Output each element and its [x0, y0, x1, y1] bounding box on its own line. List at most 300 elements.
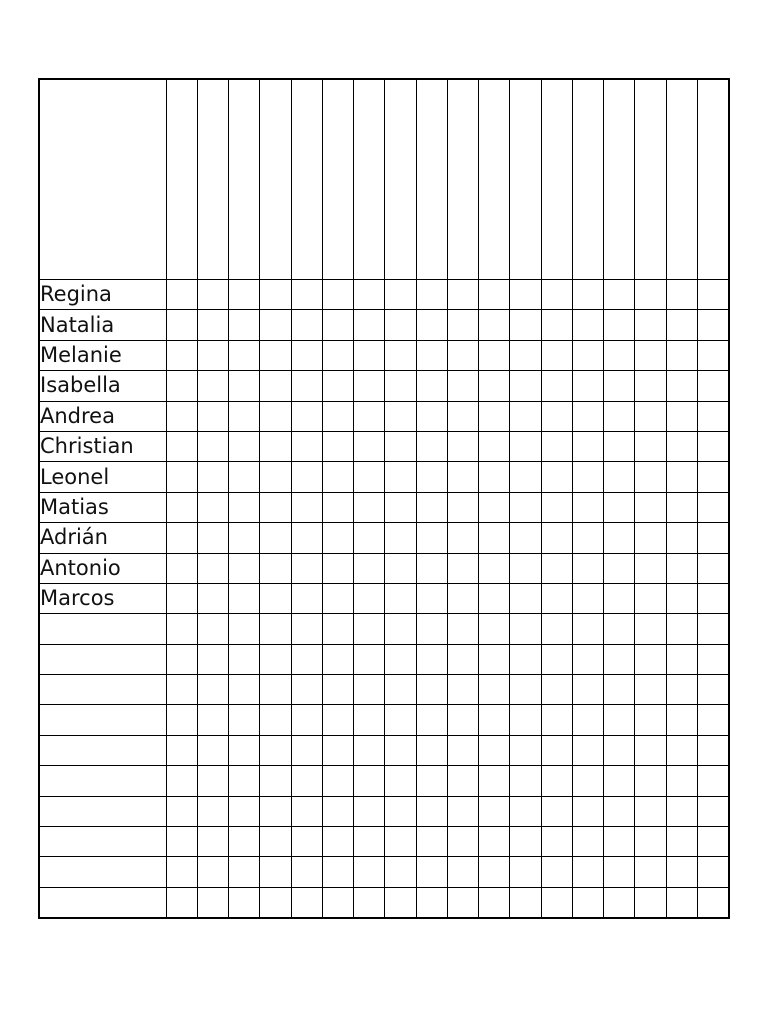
student-name-cell[interactable]	[39, 857, 166, 887]
header-column-cell[interactable]	[354, 79, 385, 280]
mark-cell[interactable]	[479, 553, 510, 583]
mark-cell[interactable]	[604, 310, 635, 340]
mark-cell[interactable]	[479, 705, 510, 735]
mark-cell[interactable]	[447, 644, 478, 674]
mark-cell[interactable]	[229, 857, 260, 887]
mark-cell[interactable]	[541, 431, 572, 461]
mark-cell[interactable]	[166, 766, 197, 796]
mark-cell[interactable]	[635, 310, 666, 340]
mark-cell[interactable]	[166, 827, 197, 857]
mark-cell[interactable]	[635, 523, 666, 553]
mark-cell[interactable]	[541, 401, 572, 431]
mark-cell[interactable]	[572, 644, 603, 674]
mark-cell[interactable]	[510, 523, 541, 553]
mark-cell[interactable]	[197, 614, 228, 644]
student-name-cell[interactable]	[39, 735, 166, 765]
mark-cell[interactable]	[635, 735, 666, 765]
mark-cell[interactable]	[572, 553, 603, 583]
mark-cell[interactable]	[197, 431, 228, 461]
mark-cell[interactable]	[635, 705, 666, 735]
mark-cell[interactable]	[354, 310, 385, 340]
header-column-cell[interactable]	[666, 79, 697, 280]
header-column-cell[interactable]	[166, 79, 197, 280]
mark-cell[interactable]	[322, 492, 353, 522]
mark-cell[interactable]	[479, 827, 510, 857]
mark-cell[interactable]	[291, 857, 322, 887]
mark-cell[interactable]	[447, 280, 478, 310]
mark-cell[interactable]	[229, 523, 260, 553]
mark-cell[interactable]	[229, 401, 260, 431]
mark-cell[interactable]	[385, 735, 416, 765]
mark-cell[interactable]	[479, 340, 510, 370]
mark-cell[interactable]	[572, 583, 603, 613]
mark-cell[interactable]	[260, 705, 291, 735]
student-name-cell[interactable]	[39, 796, 166, 826]
mark-cell[interactable]	[416, 431, 447, 461]
mark-cell[interactable]	[197, 644, 228, 674]
mark-cell[interactable]	[572, 887, 603, 918]
mark-cell[interactable]	[354, 705, 385, 735]
mark-cell[interactable]	[166, 401, 197, 431]
mark-cell[interactable]	[322, 280, 353, 310]
mark-cell[interactable]	[510, 583, 541, 613]
mark-cell[interactable]	[416, 371, 447, 401]
mark-cell[interactable]	[541, 462, 572, 492]
mark-cell[interactable]	[197, 280, 228, 310]
mark-cell[interactable]	[291, 735, 322, 765]
mark-cell[interactable]	[291, 796, 322, 826]
mark-cell[interactable]	[385, 310, 416, 340]
mark-cell[interactable]	[572, 371, 603, 401]
mark-cell[interactable]	[541, 735, 572, 765]
mark-cell[interactable]	[541, 583, 572, 613]
mark-cell[interactable]	[322, 766, 353, 796]
mark-cell[interactable]	[510, 462, 541, 492]
mark-cell[interactable]	[416, 523, 447, 553]
mark-cell[interactable]	[635, 766, 666, 796]
mark-cell[interactable]	[197, 583, 228, 613]
mark-cell[interactable]	[322, 796, 353, 826]
mark-cell[interactable]	[604, 796, 635, 826]
mark-cell[interactable]	[666, 735, 697, 765]
mark-cell[interactable]	[291, 614, 322, 644]
mark-cell[interactable]	[510, 614, 541, 644]
mark-cell[interactable]	[229, 766, 260, 796]
mark-cell[interactable]	[322, 431, 353, 461]
mark-cell[interactable]	[447, 675, 478, 705]
mark-cell[interactable]	[666, 583, 697, 613]
mark-cell[interactable]	[541, 492, 572, 522]
mark-cell[interactable]	[416, 644, 447, 674]
mark-cell[interactable]	[698, 462, 729, 492]
header-column-cell[interactable]	[260, 79, 291, 280]
student-name-cell[interactable]: Andrea	[39, 401, 166, 431]
mark-cell[interactable]	[197, 827, 228, 857]
mark-cell[interactable]	[604, 827, 635, 857]
mark-cell[interactable]	[416, 310, 447, 340]
mark-cell[interactable]	[447, 523, 478, 553]
mark-cell[interactable]	[416, 401, 447, 431]
header-column-cell[interactable]	[322, 79, 353, 280]
mark-cell[interactable]	[510, 310, 541, 340]
mark-cell[interactable]	[260, 431, 291, 461]
mark-cell[interactable]	[229, 705, 260, 735]
mark-cell[interactable]	[166, 523, 197, 553]
header-column-cell[interactable]	[479, 79, 510, 280]
mark-cell[interactable]	[479, 644, 510, 674]
mark-cell[interactable]	[479, 887, 510, 918]
mark-cell[interactable]	[572, 705, 603, 735]
mark-cell[interactable]	[666, 462, 697, 492]
student-name-cell[interactable]	[39, 827, 166, 857]
mark-cell[interactable]	[635, 431, 666, 461]
mark-cell[interactable]	[447, 340, 478, 370]
mark-cell[interactable]	[510, 371, 541, 401]
mark-cell[interactable]	[229, 431, 260, 461]
mark-cell[interactable]	[510, 766, 541, 796]
mark-cell[interactable]	[698, 553, 729, 583]
mark-cell[interactable]	[354, 401, 385, 431]
mark-cell[interactable]	[229, 553, 260, 583]
header-name-cell[interactable]	[39, 79, 166, 280]
mark-cell[interactable]	[447, 371, 478, 401]
mark-cell[interactable]	[291, 371, 322, 401]
mark-cell[interactable]	[166, 857, 197, 887]
mark-cell[interactable]	[197, 371, 228, 401]
mark-cell[interactable]	[354, 553, 385, 583]
mark-cell[interactable]	[698, 523, 729, 553]
mark-cell[interactable]	[572, 462, 603, 492]
mark-cell[interactable]	[447, 492, 478, 522]
header-column-cell[interactable]	[229, 79, 260, 280]
mark-cell[interactable]	[197, 462, 228, 492]
mark-cell[interactable]	[229, 827, 260, 857]
mark-cell[interactable]	[385, 766, 416, 796]
mark-cell[interactable]	[479, 401, 510, 431]
mark-cell[interactable]	[322, 735, 353, 765]
header-column-cell[interactable]	[197, 79, 228, 280]
mark-cell[interactable]	[572, 766, 603, 796]
mark-cell[interactable]	[510, 857, 541, 887]
mark-cell[interactable]	[416, 614, 447, 644]
mark-cell[interactable]	[322, 401, 353, 431]
mark-cell[interactable]	[385, 614, 416, 644]
mark-cell[interactable]	[447, 887, 478, 918]
mark-cell[interactable]	[479, 583, 510, 613]
header-column-cell[interactable]	[635, 79, 666, 280]
mark-cell[interactable]	[229, 340, 260, 370]
mark-cell[interactable]	[354, 887, 385, 918]
mark-cell[interactable]	[698, 796, 729, 826]
mark-cell[interactable]	[322, 705, 353, 735]
mark-cell[interactable]	[666, 796, 697, 826]
mark-cell[interactable]	[572, 431, 603, 461]
mark-cell[interactable]	[479, 614, 510, 644]
mark-cell[interactable]	[510, 827, 541, 857]
mark-cell[interactable]	[354, 371, 385, 401]
header-column-cell[interactable]	[698, 79, 729, 280]
mark-cell[interactable]	[416, 583, 447, 613]
mark-cell[interactable]	[166, 705, 197, 735]
mark-cell[interactable]	[698, 492, 729, 522]
mark-cell[interactable]	[385, 401, 416, 431]
mark-cell[interactable]	[291, 887, 322, 918]
mark-cell[interactable]	[604, 705, 635, 735]
mark-cell[interactable]	[322, 887, 353, 918]
mark-cell[interactable]	[229, 371, 260, 401]
mark-cell[interactable]	[260, 827, 291, 857]
mark-cell[interactable]	[385, 887, 416, 918]
mark-cell[interactable]	[197, 887, 228, 918]
mark-cell[interactable]	[354, 766, 385, 796]
mark-cell[interactable]	[260, 401, 291, 431]
mark-cell[interactable]	[166, 675, 197, 705]
mark-cell[interactable]	[385, 340, 416, 370]
mark-cell[interactable]	[510, 644, 541, 674]
mark-cell[interactable]	[479, 310, 510, 340]
mark-cell[interactable]	[197, 796, 228, 826]
mark-cell[interactable]	[541, 371, 572, 401]
mark-cell[interactable]	[698, 280, 729, 310]
mark-cell[interactable]	[572, 492, 603, 522]
mark-cell[interactable]	[541, 644, 572, 674]
mark-cell[interactable]	[604, 280, 635, 310]
mark-cell[interactable]	[447, 431, 478, 461]
mark-cell[interactable]	[604, 340, 635, 370]
mark-cell[interactable]	[510, 401, 541, 431]
mark-cell[interactable]	[322, 371, 353, 401]
mark-cell[interactable]	[166, 280, 197, 310]
mark-cell[interactable]	[604, 523, 635, 553]
mark-cell[interactable]	[291, 431, 322, 461]
mark-cell[interactable]	[416, 857, 447, 887]
mark-cell[interactable]	[291, 583, 322, 613]
mark-cell[interactable]	[572, 340, 603, 370]
mark-cell[interactable]	[604, 553, 635, 583]
mark-cell[interactable]	[447, 614, 478, 644]
mark-cell[interactable]	[260, 280, 291, 310]
mark-cell[interactable]	[510, 431, 541, 461]
mark-cell[interactable]	[291, 523, 322, 553]
mark-cell[interactable]	[541, 857, 572, 887]
mark-cell[interactable]	[229, 644, 260, 674]
mark-cell[interactable]	[166, 462, 197, 492]
mark-cell[interactable]	[229, 280, 260, 310]
mark-cell[interactable]	[698, 705, 729, 735]
mark-cell[interactable]	[197, 766, 228, 796]
mark-cell[interactable]	[416, 492, 447, 522]
mark-cell[interactable]	[322, 523, 353, 553]
mark-cell[interactable]	[604, 583, 635, 613]
mark-cell[interactable]	[479, 462, 510, 492]
mark-cell[interactable]	[666, 614, 697, 644]
mark-cell[interactable]	[447, 766, 478, 796]
mark-cell[interactable]	[666, 492, 697, 522]
mark-cell[interactable]	[291, 401, 322, 431]
mark-cell[interactable]	[572, 857, 603, 887]
student-name-cell[interactable]: Regina	[39, 280, 166, 310]
mark-cell[interactable]	[635, 857, 666, 887]
mark-cell[interactable]	[291, 705, 322, 735]
mark-cell[interactable]	[197, 492, 228, 522]
mark-cell[interactable]	[291, 675, 322, 705]
mark-cell[interactable]	[572, 401, 603, 431]
mark-cell[interactable]	[698, 887, 729, 918]
mark-cell[interactable]	[447, 310, 478, 340]
mark-cell[interactable]	[166, 310, 197, 340]
mark-cell[interactable]	[166, 614, 197, 644]
mark-cell[interactable]	[291, 492, 322, 522]
mark-cell[interactable]	[666, 340, 697, 370]
mark-cell[interactable]	[541, 827, 572, 857]
mark-cell[interactable]	[604, 675, 635, 705]
mark-cell[interactable]	[698, 401, 729, 431]
mark-cell[interactable]	[479, 675, 510, 705]
mark-cell[interactable]	[260, 735, 291, 765]
header-column-cell[interactable]	[447, 79, 478, 280]
mark-cell[interactable]	[635, 371, 666, 401]
mark-cell[interactable]	[291, 310, 322, 340]
mark-cell[interactable]	[698, 735, 729, 765]
mark-cell[interactable]	[572, 796, 603, 826]
header-column-cell[interactable]	[541, 79, 572, 280]
mark-cell[interactable]	[166, 553, 197, 583]
mark-cell[interactable]	[229, 492, 260, 522]
mark-cell[interactable]	[416, 462, 447, 492]
mark-cell[interactable]	[635, 462, 666, 492]
mark-cell[interactable]	[322, 675, 353, 705]
mark-cell[interactable]	[354, 644, 385, 674]
mark-cell[interactable]	[666, 523, 697, 553]
mark-cell[interactable]	[385, 857, 416, 887]
mark-cell[interactable]	[541, 280, 572, 310]
mark-cell[interactable]	[354, 614, 385, 644]
mark-cell[interactable]	[260, 310, 291, 340]
mark-cell[interactable]	[229, 735, 260, 765]
mark-cell[interactable]	[260, 340, 291, 370]
mark-cell[interactable]	[260, 583, 291, 613]
mark-cell[interactable]	[416, 735, 447, 765]
mark-cell[interactable]	[572, 523, 603, 553]
mark-cell[interactable]	[260, 644, 291, 674]
mark-cell[interactable]	[354, 796, 385, 826]
mark-cell[interactable]	[479, 280, 510, 310]
mark-cell[interactable]	[322, 644, 353, 674]
mark-cell[interactable]	[166, 735, 197, 765]
mark-cell[interactable]	[510, 735, 541, 765]
mark-cell[interactable]	[604, 857, 635, 887]
student-name-cell[interactable]: Adrián	[39, 523, 166, 553]
mark-cell[interactable]	[572, 827, 603, 857]
mark-cell[interactable]	[322, 310, 353, 340]
mark-cell[interactable]	[197, 553, 228, 583]
mark-cell[interactable]	[635, 553, 666, 583]
mark-cell[interactable]	[479, 857, 510, 887]
mark-cell[interactable]	[291, 280, 322, 310]
mark-cell[interactable]	[510, 280, 541, 310]
header-column-cell[interactable]	[291, 79, 322, 280]
mark-cell[interactable]	[354, 492, 385, 522]
mark-cell[interactable]	[479, 523, 510, 553]
mark-cell[interactable]	[166, 644, 197, 674]
mark-cell[interactable]	[354, 857, 385, 887]
mark-cell[interactable]	[572, 310, 603, 340]
mark-cell[interactable]	[260, 675, 291, 705]
mark-cell[interactable]	[698, 614, 729, 644]
mark-cell[interactable]	[635, 675, 666, 705]
mark-cell[interactable]	[291, 553, 322, 583]
mark-cell[interactable]	[666, 766, 697, 796]
mark-cell[interactable]	[229, 887, 260, 918]
mark-cell[interactable]	[229, 583, 260, 613]
mark-cell[interactable]	[698, 766, 729, 796]
mark-cell[interactable]	[479, 371, 510, 401]
mark-cell[interactable]	[604, 371, 635, 401]
student-name-cell[interactable]: Natalia	[39, 310, 166, 340]
mark-cell[interactable]	[447, 462, 478, 492]
mark-cell[interactable]	[354, 280, 385, 310]
student-name-cell[interactable]: Isabella	[39, 371, 166, 401]
mark-cell[interactable]	[322, 583, 353, 613]
mark-cell[interactable]	[572, 280, 603, 310]
mark-cell[interactable]	[666, 675, 697, 705]
mark-cell[interactable]	[447, 735, 478, 765]
mark-cell[interactable]	[229, 796, 260, 826]
mark-cell[interactable]	[541, 614, 572, 644]
mark-cell[interactable]	[416, 887, 447, 918]
mark-cell[interactable]	[698, 675, 729, 705]
mark-cell[interactable]	[416, 796, 447, 826]
mark-cell[interactable]	[416, 553, 447, 583]
student-name-cell[interactable]	[39, 675, 166, 705]
student-name-cell[interactable]: Marcos	[39, 583, 166, 613]
mark-cell[interactable]	[166, 340, 197, 370]
mark-cell[interactable]	[447, 705, 478, 735]
student-name-cell[interactable]	[39, 705, 166, 735]
mark-cell[interactable]	[604, 492, 635, 522]
mark-cell[interactable]	[541, 675, 572, 705]
mark-cell[interactable]	[510, 705, 541, 735]
mark-cell[interactable]	[447, 583, 478, 613]
mark-cell[interactable]	[197, 735, 228, 765]
header-column-cell[interactable]	[416, 79, 447, 280]
mark-cell[interactable]	[698, 857, 729, 887]
mark-cell[interactable]	[197, 857, 228, 887]
mark-cell[interactable]	[166, 371, 197, 401]
mark-cell[interactable]	[229, 614, 260, 644]
mark-cell[interactable]	[666, 887, 697, 918]
mark-cell[interactable]	[291, 340, 322, 370]
mark-cell[interactable]	[416, 766, 447, 796]
mark-cell[interactable]	[479, 766, 510, 796]
mark-cell[interactable]	[197, 340, 228, 370]
mark-cell[interactable]	[385, 523, 416, 553]
mark-cell[interactable]	[635, 401, 666, 431]
mark-cell[interactable]	[510, 553, 541, 583]
mark-cell[interactable]	[635, 887, 666, 918]
mark-cell[interactable]	[635, 796, 666, 826]
mark-cell[interactable]	[479, 735, 510, 765]
mark-cell[interactable]	[635, 827, 666, 857]
mark-cell[interactable]	[322, 553, 353, 583]
mark-cell[interactable]	[354, 583, 385, 613]
mark-cell[interactable]	[416, 340, 447, 370]
mark-cell[interactable]	[510, 675, 541, 705]
mark-cell[interactable]	[166, 431, 197, 461]
mark-cell[interactable]	[541, 705, 572, 735]
mark-cell[interactable]	[166, 887, 197, 918]
mark-cell[interactable]	[322, 614, 353, 644]
